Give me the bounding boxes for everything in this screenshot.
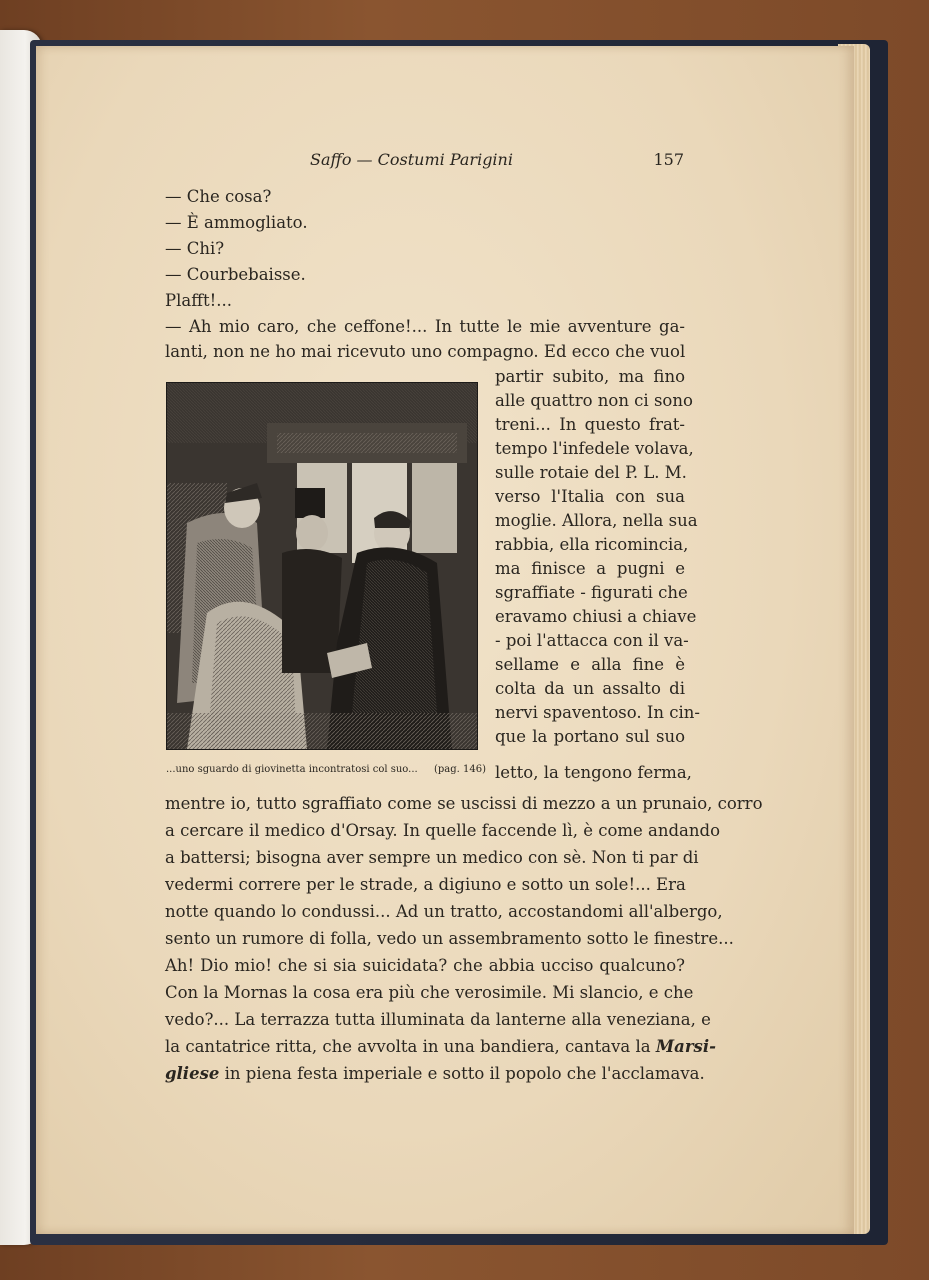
caption-text: ...uno sguardo di giovinetta incontratosi col suo... <box>166 764 418 775</box>
emphasized-word-start: Marsi- <box>655 1037 716 1056</box>
text-line: alle quattro non ci sono <box>495 391 693 410</box>
dialogue-line: — È ammogliato. <box>165 213 308 232</box>
header-title: Saffo — Costumi Parigini <box>310 150 513 169</box>
text-line: sulle rotaie del P. L. M. <box>495 463 687 482</box>
text-line: a cercare il medico d'Orsay. In quelle faccende lì, è come andando <box>165 821 721 840</box>
illustration <box>166 382 478 750</box>
text-line: rabbia, ella ricomincia, <box>495 535 689 554</box>
train-compartment-engraving <box>167 383 477 749</box>
text-fragment: in piena festa imperiale e sotto il popolo che l'acclamava. <box>224 1064 705 1083</box>
page-number: 157 <box>653 150 684 169</box>
text-line <box>165 1037 716 1057</box>
text-line: lanti, non ne ho mai ricevuto uno compagno. Ed ecco che vuol <box>165 342 686 361</box>
figure-caption <box>166 764 486 775</box>
text-line: sgraffiate - figurati che <box>495 583 688 602</box>
text-line: sento un rumore di folla, vedo un assembramento sotto le finestre... <box>165 929 734 948</box>
text-fragment: la cantatrice ritta, che avvolta in una bandiera, cantava la <box>165 1037 651 1056</box>
text-line: verso l'Italia con sua <box>495 487 685 506</box>
text-line: vedo?... La terrazza tutta illuminata da lanterne alla veneziana, e <box>165 1010 711 1029</box>
text-line: eravamo chiusi a chiave <box>495 607 697 626</box>
dialogue-line: — Chi? <box>165 239 225 258</box>
running-header <box>306 150 684 174</box>
dialogue-line: — Courbebaisse. <box>165 265 306 284</box>
text-line: notte quando lo condussi... Ad un tratto, accostandomi all'albergo, <box>165 902 723 921</box>
text-line: ma finisce a pugni e <box>495 559 685 578</box>
text-line: treni... In questo frat- <box>495 415 685 434</box>
dialogue-line: — Che cosa? <box>165 187 272 206</box>
text-line: Ah! Dio mio! che si sia suicidata? che abbia ucciso qualcuno? <box>165 956 685 975</box>
book-page <box>36 46 854 1234</box>
text-line: a battersi; bisogna aver sempre un medico con sè. Non ti par di <box>165 848 699 867</box>
text-line: partir subito, ma fino <box>495 367 685 386</box>
text-line: mentre io, tutto sgraffiato come se uscissi di mezzo a un prunaio, corro <box>165 794 763 813</box>
text-line: — Ah mio caro, che ceffone!... In tutte le mie avventure ga- <box>165 317 685 336</box>
emphasized-word-end: gliese <box>165 1064 220 1083</box>
dialogue-line: Plafft!... <box>165 291 232 310</box>
text-line: colta da un assalto di <box>495 679 685 698</box>
text-line: que la portano sul suo <box>495 727 685 746</box>
text-line: vedermi correre per le strade, a digiuno e sotto un sole!... Era <box>165 875 686 894</box>
text-line: moglie. Allora, nella sua <box>495 511 698 530</box>
text-line: - poi l'attacca con il va- <box>495 631 689 650</box>
text-line: sellame e alla fine è <box>495 655 685 674</box>
text-line <box>165 1064 705 1084</box>
text-line: Con la Mornas la cosa era più che verosimile. Mi slancio, e che <box>165 983 694 1002</box>
text-line: letto, la tengono ferma, <box>495 763 692 782</box>
text-line: tempo l'infedele volava, <box>495 439 694 458</box>
caption-page-ref: (pag. 146) <box>433 764 486 775</box>
text-line: nervi spaventoso. In cin- <box>495 703 700 722</box>
